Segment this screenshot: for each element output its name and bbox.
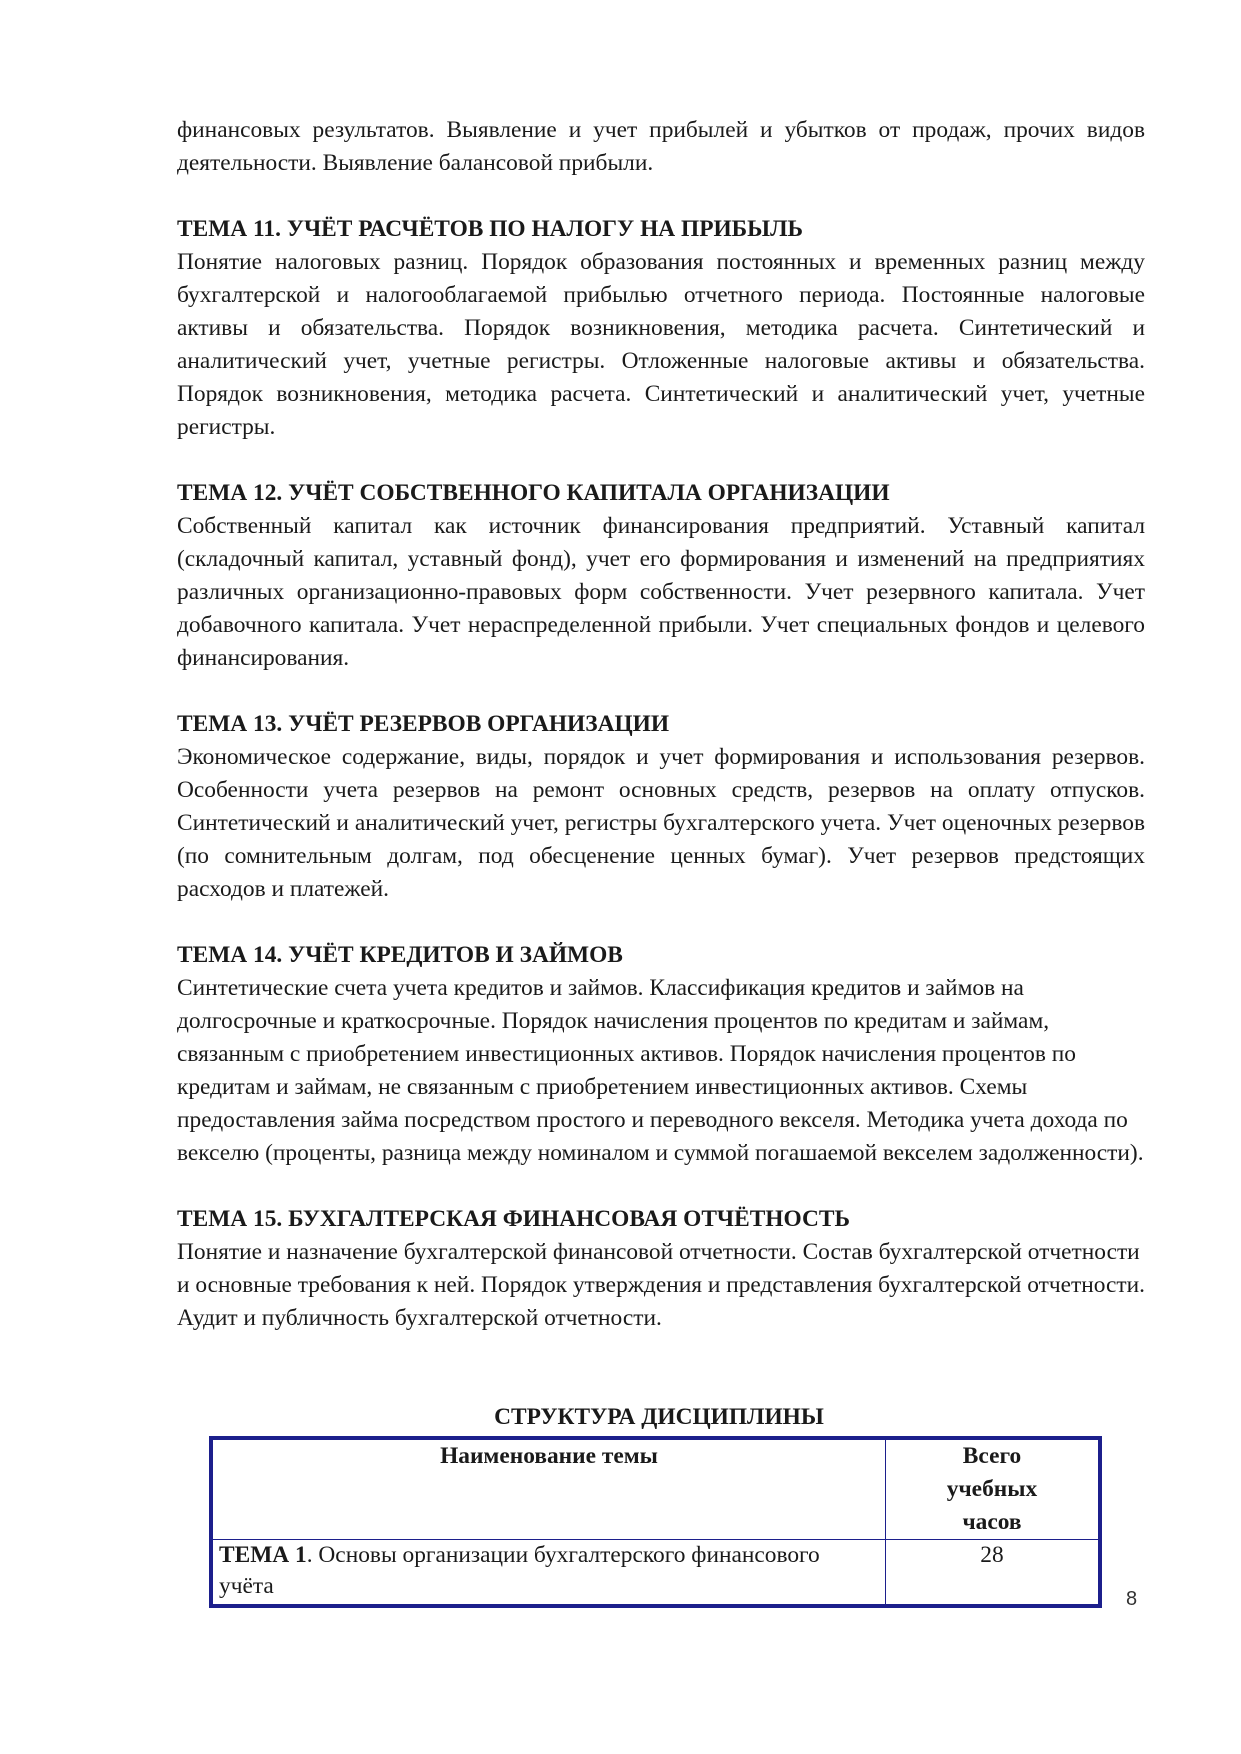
section-body: Понятие налоговых разниц. Порядок образования постоянных и временных разниц между бухгалтерской и налогооблагаемой прибылью отчетного периода. Постоянные налоговые активы и обязательства. Порядок возникновения, методика расчета. Синтетический и аналитический учет, учетные регистры. Отложенные налоговые активы и обязательства. Порядок возникновения, методика расчета. Синтетический и аналитический учет, учетные регистры.	[177, 249, 1145, 440]
section-body: Понятие и назначение бухгалтерской финансовой отчетности. Состав бухгалтерской отчетности и основные требования к ней. Порядок утверждения и представления бухгалтерской отчетности. Аудит и публичность бухгалтерской отчетности.	[177, 1239, 1146, 1331]
section-heading: ТЕМА 11. УЧЁТ РАСЧЁТОВ ПО НАЛОГУ НА ПРИБЫЛЬ	[177, 216, 804, 242]
table-row	[211, 1540, 1100, 1607]
table-header-row	[211, 1438, 1100, 1540]
column-header-topic: Наименование темы	[211, 1438, 886, 1540]
hours-cell: 28	[886, 1540, 1101, 1607]
section-heading: ТЕМА 12. УЧЁТ СОБСТВЕННОГО КАПИТАЛА ОРГАНИЗАЦИИ	[177, 480, 890, 506]
topic-text: . Основы организации бухгалтерского финансового учёта	[219, 1542, 820, 1599]
hours-header-line: часов	[962, 1509, 1022, 1535]
section-heading: ТЕМА 14. УЧЁТ КРЕДИТОВ И ЗАЙМОВ	[177, 942, 623, 968]
intro-paragraph: финансовых результатов. Выявление и учет прибылей и убытков от продаж, прочих видов деятельности. Выявление балансовой прибыли.	[177, 117, 1145, 176]
page-content	[177, 114, 1145, 1335]
structure-title: СТРУКТУРА ДИСЦИПЛИНЫ	[494, 1404, 824, 1430]
section-heading: ТЕМА 15. БУХГАЛТЕРСКАЯ ФИНАНСОВАЯ ОТЧЁТНОСТЬ	[177, 1206, 850, 1232]
section-heading: ТЕМА 13. УЧЁТ РЕЗЕРВОВ ОРГАНИЗАЦИИ	[177, 711, 670, 737]
structure-table	[209, 1436, 1102, 1608]
section-tema-13	[177, 708, 1145, 906]
section-body: Собственный капитал как источник финансирования предприятий. Уставный капитал (складочный капитал, уставный фонд), учет его формирования и изменений на предприятиях различных организационно-правовых форм собственности. Учет резервного капитала. Учет добавочного капитала. Учет нераспределенной прибыли. Учет специальных фондов и целевого финансирования.	[177, 513, 1145, 671]
section-tema-11	[177, 213, 1145, 444]
page-number: 8	[1126, 1588, 1138, 1610]
hours-header-line: Всего	[962, 1443, 1022, 1469]
topic-cell	[211, 1540, 886, 1607]
topic-label: ТЕМА 1	[219, 1542, 307, 1568]
section-body: Экономическое содержание, виды, порядок и учет формирования и использования резервов. Особенности учета резервов на ремонт основных средств, резервов на оплату отпусков. Синтетический и аналитический учет, регистры бухгалтерского учета. Учет оценочных резервов (по сомнительным долгам, под обесценение ценных бумаг). Учет резервов предстоящих расходов и платежей.	[177, 744, 1145, 902]
section-tema-15	[177, 1203, 1145, 1335]
column-header-hours	[886, 1438, 1101, 1540]
section-tema-14	[177, 939, 1145, 1170]
hours-header-line: учебных	[946, 1476, 1038, 1502]
section-tema-12	[177, 477, 1145, 675]
section-body: Синтетические счета учета кредитов и займов. Классификация кредитов и займов на долгосрочные и краткосрочные. Порядок начисления процентов по кредитам и займам, связанным с приобретением инвестиционных активов. Порядок начисления процентов по кредитам и займам, не связанным с приобретением инвестиционных активов. Схемы предоставления займа посредством простого и переводного векселя. Методика учета дохода по векселю (проценты, разница между номиналом и суммой погашаемой векселем задолженности).	[177, 975, 1144, 1166]
